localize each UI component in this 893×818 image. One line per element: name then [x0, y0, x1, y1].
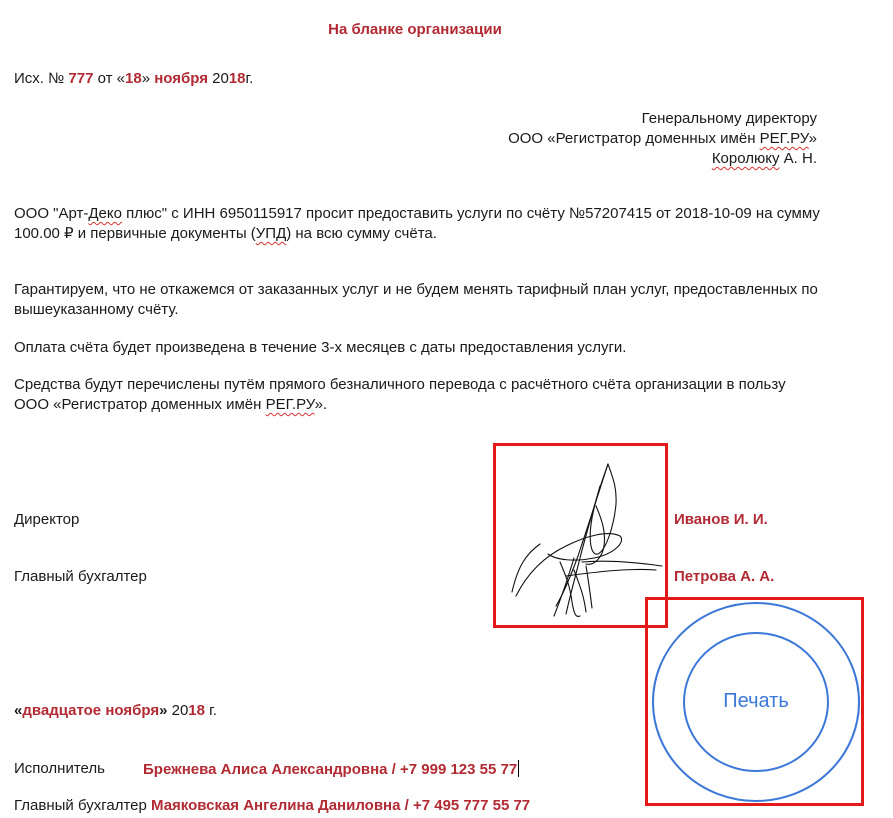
stamp-label: Печать: [723, 690, 789, 712]
outgoing-close-quote: »: [141, 70, 151, 87]
outgoing-year-suffix: 18: [228, 70, 246, 87]
date-line: [14, 702, 217, 719]
outgoing-g: г.: [245, 70, 254, 87]
outgoing-year-prefix: 20: [212, 70, 229, 87]
date-words: двадцатое ноября: [22, 702, 160, 719]
p4-b: РЕГ.РУ: [265, 396, 315, 413]
accountant-name: Петрова А. А.: [674, 568, 775, 585]
p1-e: ) на всю сумму счёта.: [286, 225, 437, 242]
p1-b: Деко: [88, 205, 122, 222]
body-paragraph-3: Оплата счёта будет произведена в течение 3-х месяцев с даты предоставления услуги.: [14, 339, 627, 356]
executor-line: [143, 760, 519, 778]
body-paragraph-2: Гарантируем, что не откажемся от заказанных услуг и не будем менять тарифный план услуг, предоставленных по вышеуказанному счёту.: [14, 281, 818, 318]
executor-value: Брежнева Алиса Александровна / +7 999 123 55 77: [143, 761, 518, 778]
outgoing-prefix: Исх. №: [14, 70, 65, 87]
body-paragraph-4: [14, 375, 824, 415]
recipient-line2-a: ООО «Регистратор доменных имён: [508, 130, 760, 147]
outgoing-from: от «: [97, 70, 125, 87]
date-g: г.: [204, 702, 217, 719]
outgoing-day: 18: [125, 70, 142, 87]
text-cursor: [518, 760, 519, 777]
date-year-b: 18: [188, 702, 205, 719]
recipient-line3: [508, 149, 817, 169]
recipient-line1: Генеральному директору: [641, 110, 817, 127]
p4-c: ».: [314, 396, 328, 413]
date-open-quote: «: [14, 702, 23, 719]
accountant-label: Главный бухгалтер: [14, 568, 147, 585]
outgoing-number: 777: [68, 70, 94, 87]
director-name: Иванов И. И.: [674, 511, 768, 528]
handwritten-signature: [496, 446, 666, 626]
recipient-line3-a: Королюку: [711, 150, 780, 167]
p1-d: УПД: [255, 225, 287, 242]
outgoing-number-line: [14, 70, 253, 87]
recipient-block: [508, 109, 817, 169]
outgoing-month: ноября: [154, 70, 208, 87]
recipient-line2-b: РЕГ.РУ: [759, 130, 809, 147]
p1-a: ООО "Арт-: [14, 205, 89, 222]
recipient-line2: [508, 129, 817, 149]
date-close-quote: »: [159, 702, 168, 719]
body-paragraph-1: [14, 204, 824, 244]
date-year-a: 20: [167, 702, 189, 719]
p4-a: Средства будут перечислены путём прямого безналичного перевода с расчётного счёта организации в пользу ООО «Регистратор доменных имён: [14, 376, 786, 413]
recipient-line2-c: »: [808, 130, 817, 147]
director-label: Директор: [14, 511, 80, 528]
letterhead-title: На бланке организации: [328, 21, 502, 38]
chief-accountant-label: Главный бухгалтер: [14, 797, 147, 814]
chief-accountant-line: [14, 797, 530, 814]
chief-accountant-value: Маяковская Ангелина Даниловна / +7 495 777 55 77: [151, 797, 531, 814]
p1-c: плюс" с ИНН 6950115917 просит предоставить услуги по счёту №57207415 от 2018-10-09 на сумму 100.00 ₽ и первичные документы (: [14, 205, 820, 242]
executor-label: Исполнитель: [14, 760, 105, 777]
recipient-line3-b: А. Н.: [779, 150, 817, 167]
